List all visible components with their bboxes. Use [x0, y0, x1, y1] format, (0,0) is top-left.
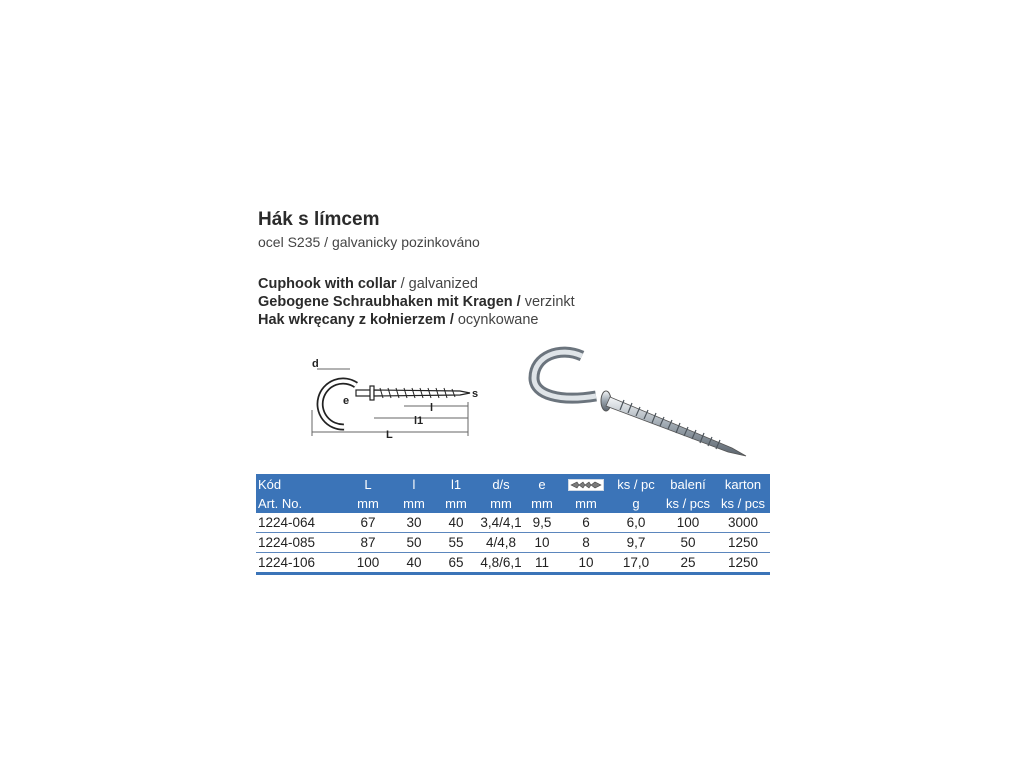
header-cell: karton — [716, 474, 770, 494]
table-header-row — [256, 494, 770, 513]
translation-de — [258, 294, 575, 310]
table-cell: 40 — [434, 513, 478, 533]
header-cell: e — [524, 474, 560, 494]
translation-en — [258, 276, 478, 292]
header-cell: mm — [478, 494, 524, 513]
table-row — [256, 553, 770, 574]
translation-pl-bold: Hak wkręcany z kołnierzem / — [258, 312, 454, 328]
table-cell: 55 — [434, 533, 478, 553]
table-row — [256, 533, 770, 553]
dowel-icon — [568, 478, 604, 492]
table-cell: 65 — [434, 553, 478, 574]
header-cell — [560, 474, 612, 494]
header-cell: mm — [524, 494, 560, 513]
header-cell: l1 — [434, 474, 478, 494]
table-cell: 50 — [660, 533, 716, 553]
table-cell: 1224-106 — [256, 553, 342, 574]
header-cell: mm — [434, 494, 478, 513]
translation-pl-normal: ocynkowane — [453, 312, 539, 328]
table-cell: 100 — [342, 553, 394, 574]
table-cell: 87 — [342, 533, 394, 553]
table-cell: 100 — [660, 513, 716, 533]
header-cell: Art. No. — [256, 494, 342, 513]
table-cell: 10 — [560, 553, 612, 574]
table-cell: 25 — [660, 553, 716, 574]
table-cell: 9,7 — [612, 533, 660, 553]
table-cell: 1250 — [716, 533, 770, 553]
product-title: Hák s límcem — [258, 209, 380, 230]
header-cell: ks / pc — [612, 474, 660, 494]
table-cell: 1224-064 — [256, 513, 342, 533]
table-cell: 6 — [560, 513, 612, 533]
header-cell: L — [342, 474, 394, 494]
table-cell: 30 — [394, 513, 434, 533]
table-cell: 8 — [560, 533, 612, 553]
header-cell: ks / pcs — [716, 494, 770, 513]
table-cell: 6,0 — [612, 513, 660, 533]
header-cell: mm — [394, 494, 434, 513]
drawing-label-d: d — [312, 358, 319, 370]
header-cell: l — [394, 474, 434, 494]
hook-photo-icon — [520, 340, 760, 465]
table-cell: 4,8/6,1 — [478, 553, 524, 574]
table-cell: 50 — [394, 533, 434, 553]
table-cell: 17,0 — [612, 553, 660, 574]
drawing-label-l: l — [430, 402, 434, 414]
translation-pl — [258, 312, 538, 328]
drawing-label-s: s — [472, 388, 479, 400]
header-cell: Kód — [256, 474, 342, 494]
translation-de-bold: Gebogene Schraubhaken mit Kragen / — [258, 294, 521, 310]
table-cell: 10 — [524, 533, 560, 553]
product-subtitle: ocel S235 / galvanicky pozinkováno — [258, 234, 480, 250]
header-cell: balení — [660, 474, 716, 494]
translation-en-normal: / galvanized — [396, 276, 478, 292]
header-cell: d/s — [478, 474, 524, 494]
spec-table — [256, 474, 770, 575]
table-cell: 3,4/4,1 — [478, 513, 524, 533]
drawing-label-e: e — [343, 395, 350, 407]
hook-drawing-icon — [300, 350, 500, 445]
header-cell: ks / pcs — [660, 494, 716, 513]
header-cell: g — [612, 494, 660, 513]
translation-en-bold: Cuphook with collar — [258, 276, 397, 292]
translation-de-normal: verzinkt — [520, 294, 575, 310]
table-cell: 1250 — [716, 553, 770, 574]
header-cell: mm — [342, 494, 394, 513]
table-cell: 40 — [394, 553, 434, 574]
table-cell: 9,5 — [524, 513, 560, 533]
drawing-label-l1: l1 — [414, 415, 424, 427]
table-cell: 3000 — [716, 513, 770, 533]
drawing-label-L: L — [386, 429, 393, 441]
header-cell: mm — [560, 494, 612, 513]
table-cell: 1224-085 — [256, 533, 342, 553]
table-row — [256, 513, 770, 533]
table-header-row — [256, 474, 770, 494]
table-cell: 4/4,8 — [478, 533, 524, 553]
table-cell: 11 — [524, 553, 560, 574]
table-cell: 67 — [342, 513, 394, 533]
